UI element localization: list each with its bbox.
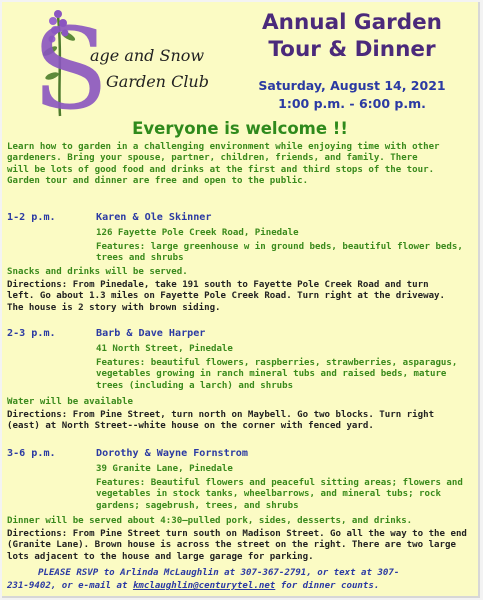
garden-club-logo — [28, 6, 228, 118]
directions-line: lots adjacent to the house and large garage for parking. — [7, 551, 314, 562]
rsvp-line2 — [7, 581, 379, 592]
rsvp-email-link[interactable]: kmclaughlin@centurytel.net — [132, 581, 276, 591]
directions-line: Directions: From Pine Street turn south on Madison Street. Go all the way to the end — [7, 529, 467, 539]
directions-line: (Granite Lane). Brown house is across the street on the right. There are two large — [7, 540, 456, 551]
stop-3-directions — [7, 529, 467, 563]
stop-3-features — [96, 478, 463, 512]
intro-line: Garden tour and dinner are free and open to the public. — [7, 175, 309, 186]
directions-line: The house is 2 story with brown siding. — [7, 302, 221, 313]
directions-line: Directions: From Pine Street, turn north on Maybell. Go two blocks. Turn right — [7, 410, 435, 420]
stop-3-hosts: Dorothy & Wayne Fornstrom — [96, 448, 248, 459]
directions-line: (east) at North Street--white house on the corner with fenced yard. — [7, 421, 374, 432]
features-line: trees and shrubs — [96, 253, 184, 264]
intro-line: Learn how to garden in a challenging environment while enjoying time with other — [7, 142, 440, 152]
stop-2-directions — [7, 410, 434, 433]
welcome-heading: Everyone is welcome !! — [132, 119, 348, 138]
rsvp-line1: PLEASE RSVP to Arlinda McLaughlin at 307-367-2791, or text at 307- — [38, 568, 400, 578]
features-line: Features: large greenhouse w in ground beds, beautiful flower beds, — [96, 242, 463, 252]
logo-text-line1: age and Snow — [90, 46, 205, 65]
stop-3-address: 39 Granite Lane, Pinedale — [96, 464, 233, 474]
intro-line: will be lots of good food and drinks at the first and third stops of the tour. — [7, 164, 435, 175]
features-line: Features: Beautiful flowers and peaceful sitting areas; flowers and — [96, 478, 463, 488]
event-date: Saturday, August 14, 2021 — [258, 78, 446, 93]
features-line: vegetables growing in ranch mineral tubs and raised beds, mature — [96, 369, 447, 380]
features-line: gardens; sagebrush, trees, and shrubs — [96, 500, 299, 511]
intro-paragraph — [7, 142, 440, 187]
features-line: vegetables in stock tanks, wheelbarrows, and mineral tubs; rock — [96, 489, 441, 500]
stop-1-hosts: Karen & Ole Skinner — [96, 212, 212, 223]
features-line: Features: beautiful flowers, raspberries, strawberries, asparagus, — [96, 358, 458, 368]
rsvp-line2-prefix: 231-9402, or e-mail at — [7, 581, 133, 591]
flyer-page — [2, 2, 480, 598]
features-line: trees (including a larch) and shrubs — [96, 380, 294, 391]
event-title-line2: Tour & Dinner — [268, 37, 436, 62]
intro-line: gardeners. Bring your spouse, partner, children, friends, and family. There — [7, 153, 418, 164]
stop-1-note: Snacks and drinks will be served. — [7, 267, 188, 277]
stop-1-features — [96, 242, 463, 265]
stop-3-time: 3-6 p.m. — [7, 448, 56, 459]
stop-2-hosts: Barb & Dave Harper — [96, 328, 206, 339]
rsvp-line2-suffix: for dinner counts. — [275, 581, 380, 591]
logo-text-line2: Garden Club — [106, 72, 209, 91]
stop-2-time: 2-3 p.m. — [7, 328, 56, 339]
stop-2-address: 41 North Street, Pinedale — [96, 344, 233, 354]
svg-text:S: S — [32, 6, 109, 118]
stop-2-features — [96, 358, 457, 392]
stop-1-time: 1-2 p.m. — [7, 212, 56, 223]
directions-line: Directions: From Pinedale, take 191 south to Fayette Pole Creek Road and turn — [7, 280, 429, 290]
directions-line: left. Go about 1.3 miles on Fayette Pole Creek Road. Turn right at the driveway. — [7, 291, 445, 302]
stop-3-note: Dinner will be served about 4:30—pulled pork, sides, desserts, and drinks. — [7, 516, 413, 526]
stop-1-directions — [7, 280, 445, 314]
event-title-line1: Annual Garden — [262, 10, 442, 35]
event-time: 1:00 p.m. - 6:00 p.m. — [278, 96, 426, 111]
stop-1-address: 126 Fayette Pole Creek Road, Pinedale — [96, 228, 299, 238]
stop-2-note: Water will be available — [7, 397, 133, 407]
